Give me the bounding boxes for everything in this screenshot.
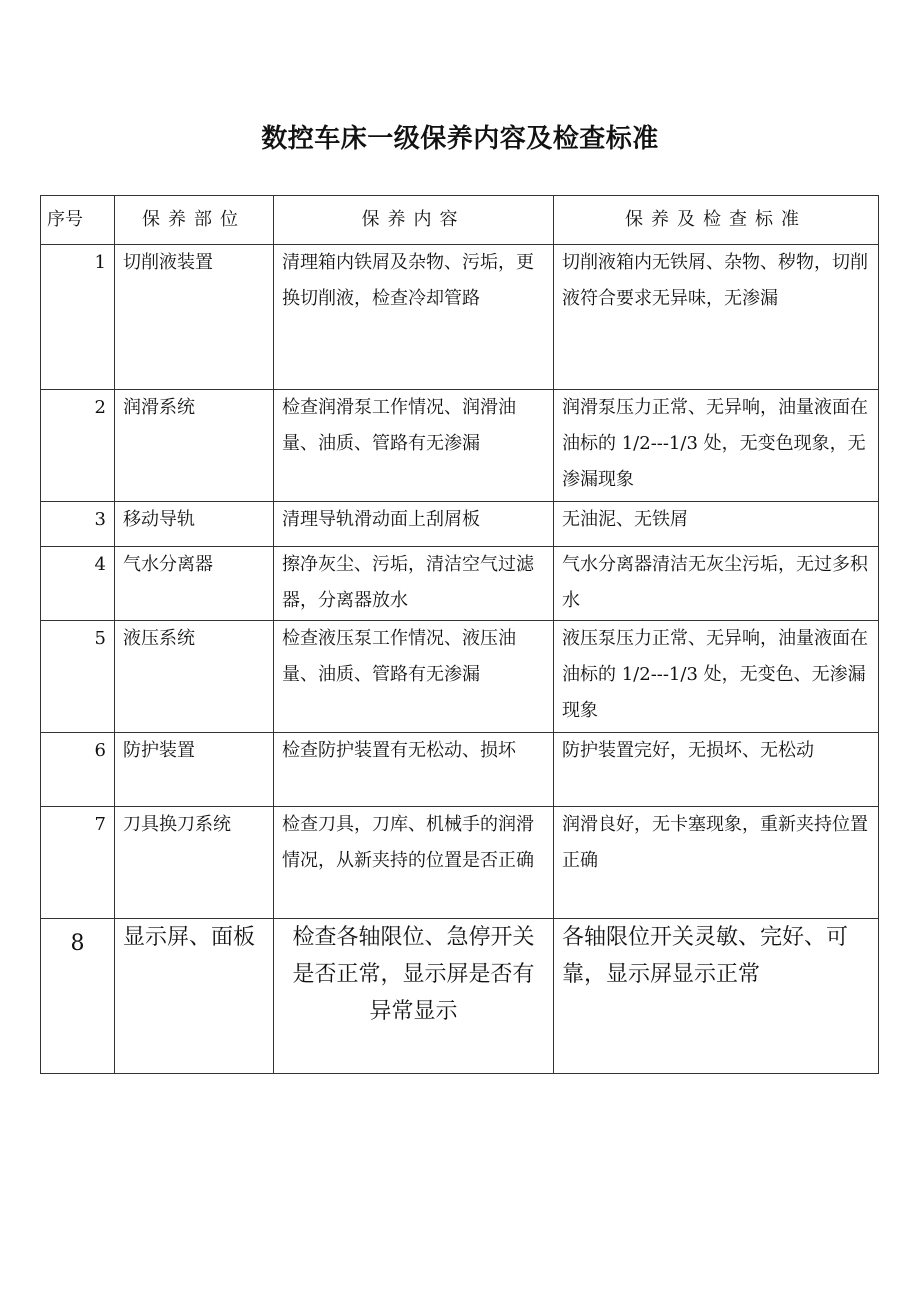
row-content: 检查各轴限位、急停开关是否正常，显示屏是否有异常显示 [274,919,554,1074]
row-standard: 防护装置完好，无损坏、无松动 [554,733,879,807]
header-part: 保养部位 [115,196,274,245]
table-row [41,547,879,621]
row-number: 2 [41,390,115,502]
row-part: 刀具换刀系统 [115,807,274,919]
header-no: 序号 [41,196,115,245]
row-number: 8 [41,919,115,1074]
row-standard: 润滑泵压力正常、无异响，油量液面在油标的 1/2---1/3 处，无变色现象，无渗漏现象 [554,390,879,502]
table-row [41,733,879,807]
row-standard: 润滑良好，无卡塞现象，重新夹持位置正确 [554,807,879,919]
table-row [41,621,879,733]
row-standard: 无油泥、无铁屑 [554,502,879,547]
row-content: 清理导轨滑动面上刮屑板 [274,502,554,547]
row-part: 防护装置 [115,733,274,807]
table-row [41,245,879,390]
row-part: 液压系统 [115,621,274,733]
table-row [41,390,879,502]
table-row [41,502,879,547]
table-row [41,919,879,1074]
row-standard: 各轴限位开关灵敏、完好、可靠，显示屏显示正常 [554,919,879,1074]
row-content: 清理箱内铁屑及杂物、污垢，更换切削液，检查冷却管路 [274,245,554,390]
row-number: 4 [41,547,115,621]
row-standard: 切削液箱内无铁屑、杂物、秽物，切削液符合要求无异味，无渗漏 [554,245,879,390]
maintenance-table [40,195,879,1074]
row-standard: 液压泵压力正常、无异响，油量液面在油标的 1/2---1/3 处，无变色、无渗漏现象 [554,621,879,733]
row-standard: 气水分离器清洁无灰尘污垢，无过多积水 [554,547,879,621]
row-part: 切削液装置 [115,245,274,390]
row-number: 5 [41,621,115,733]
table-row [41,807,879,919]
row-number: 1 [41,245,115,390]
header-standard: 保养及检查标准 [554,196,879,245]
row-content: 检查刀具，刀库、机械手的润滑情况，从新夹持的位置是否正确 [274,807,554,919]
row-part: 显示屏、面板 [115,919,274,1074]
row-part: 移动导轨 [115,502,274,547]
table-header-row [41,196,879,245]
row-content: 检查润滑泵工作情况、润滑油量、油质、管路有无渗漏 [274,390,554,502]
row-number: 7 [41,807,115,919]
row-content: 检查液压泵工作情况、液压油量、油质、管路有无渗漏 [274,621,554,733]
row-number: 6 [41,733,115,807]
row-part: 润滑系统 [115,390,274,502]
row-content: 检查防护装置有无松动、损坏 [274,733,554,807]
row-number: 3 [41,502,115,547]
page-title: 数控车床一级保养内容及检查标准 [261,124,659,154]
header-content: 保养内容 [274,196,554,245]
row-part: 气水分离器 [115,547,274,621]
row-content: 擦净灰尘、污垢，清洁空气过滤器，分离器放水 [274,547,554,621]
